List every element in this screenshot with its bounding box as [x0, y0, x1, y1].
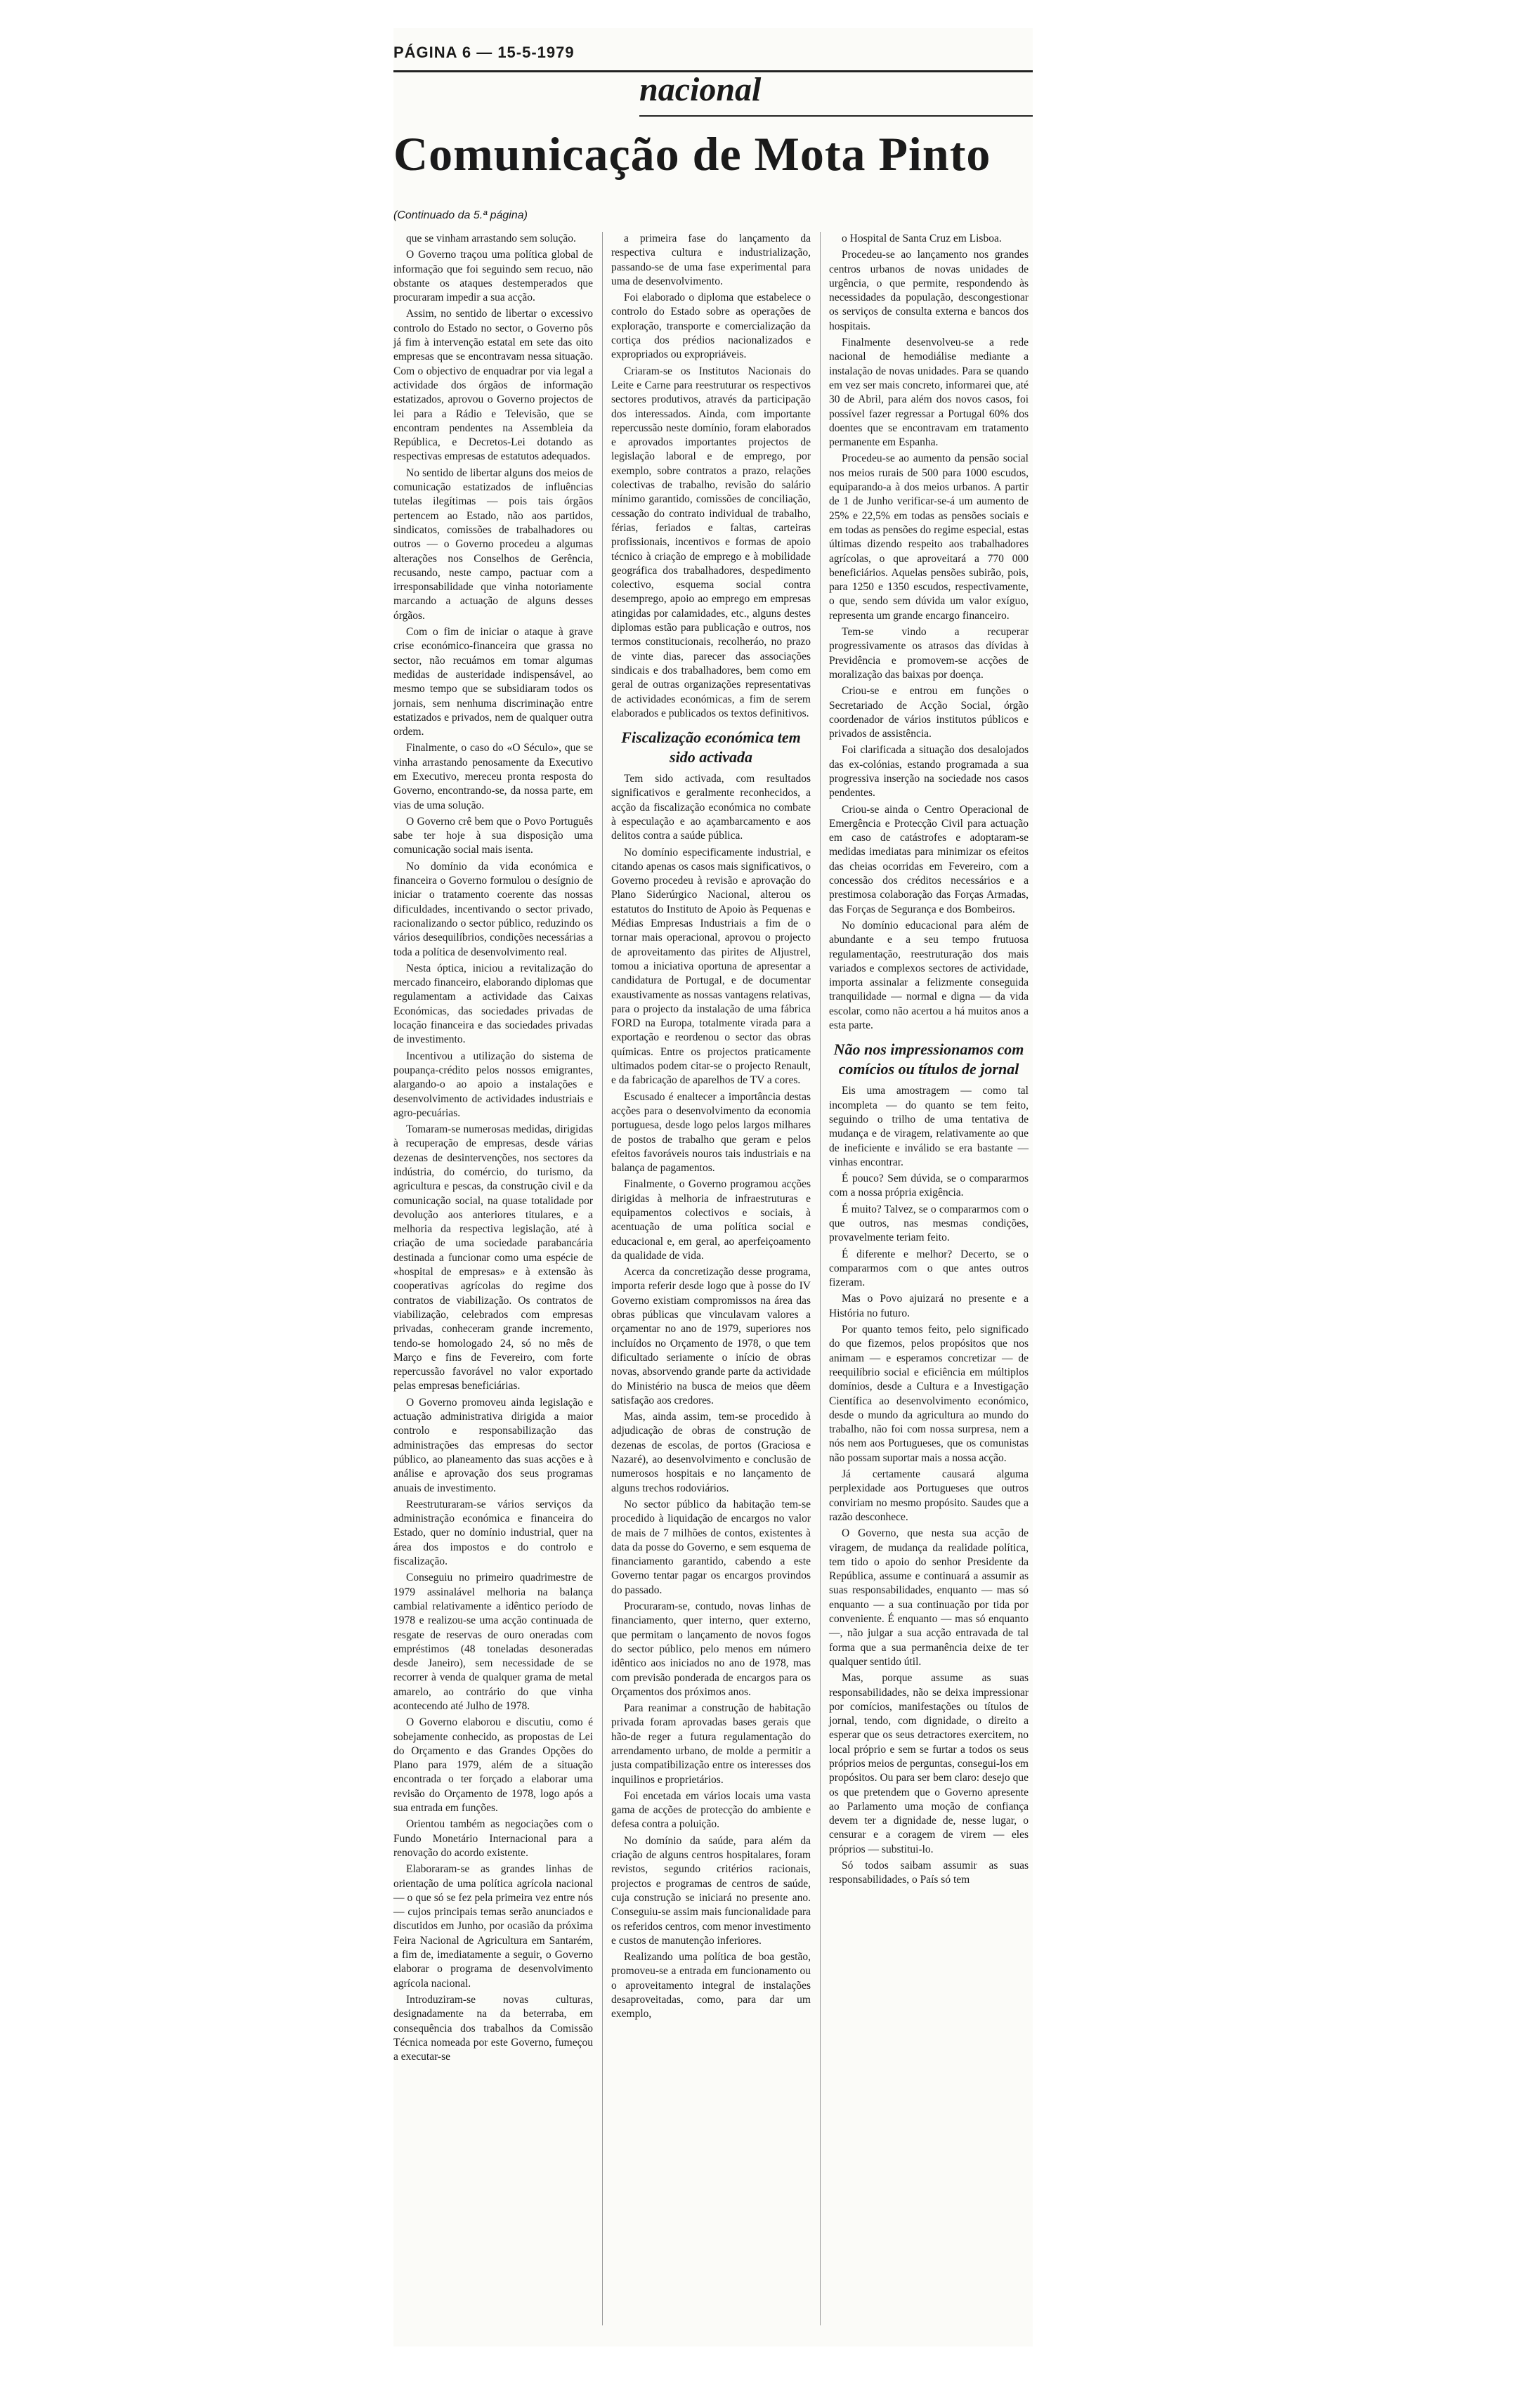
- paragraph: O Governo crê bem que o Povo Português sabe ter hoje à sua disposição uma comunicação social mais isenta.: [393, 815, 593, 856]
- paragraph: Finalmente desenvolveu-se a rede nacional de hemodiálise mediante a instalação de novas unidades. Para se quando em vez ser mais concreto, informarei que, até 30 de Abril, para além dos novos casos, foi possível fazer regressar a Portugal 60% dos doentes que se encontravam em tratamento permanente em Espanha.: [829, 337, 1029, 449]
- paragraph: Por quanto temos feito, pelo significado do que fizemos, pelos propósitos que nos animam — e esperamos concretizar — de reequilíbrio social e eficiência em múltiplos domínios, desde a Cultura e a Investigação Científica ao desenvolvimento económico, desde o mundo da agricultura ao mundo do trabalho, não foi com nossa surpresa, nem a nós nem aos Portugueses, que os comunistas não possam suportar mais a nossa acção.: [829, 1324, 1029, 1464]
- paragraph: Para reanimar a construção de habitação privada foram aprovadas bases gerais que hão-de reger a futura regulamentação do arrendamento urbano, de molde a permitir a justa compatibilização entre os interesses dos inquilinos e proprietários.: [611, 1702, 811, 1786]
- paragraph: Tomaram-se numerosas medidas, dirigidas à recuperação de empresas, desde várias dezenas de desintervenções, nos sectores da indústria, do comércio, do turismo, da agricultura e pescas, da construção civil e da comunicação social, na quase totalidade por devolução aos anteriores titulares, e a melhoria da respectiva legislação, até à criação de uma sociedade parabancária destinada a funcionar como uma espécie de «hospital de empresas» e à extensão às cooperativas agrícolas do regime dos contratos de viabilização. Os contratos de viabilização, celebrados com empresas privadas, conheceram grande incremento, tendo-se homologado 24, só no mês de Março e fins de Fevereiro, com forte repercussão favorável no valor exportado pelas empresas beneficiárias.: [393, 1123, 593, 1392]
- paragraph: Foi clarificada a situação dos desalojados das ex-colónias, estando programada a sua progressiva inserção na sociedade nos casos pendentes.: [829, 744, 1029, 799]
- paragraph: que se vinham arrastando sem solução.: [406, 233, 576, 244]
- continuation-note: (Continuado da 5.ª página): [393, 209, 528, 221]
- paragraph: Realizando uma política de boa gestão, promoveu-se a entrada em funcionamento ou o aproveitamento integral de instalações desaproveitadas, como, para dar um exemplo,: [611, 1951, 811, 2020]
- paragraph: O Governo, que nesta sua acção de viragem, de mudança da realidade política, tem tido o apoio do senhor Presidente da República, assume e continuará a assumir as suas responsabilidades, enquanto — mas só enquanto — a sua continuação por tida por conveniente. É enquanto — mas só enquanto —, não julgar a sua acção entravada de tal forma que a sua permanência deixe de ter qualquer sentido útil.: [829, 1527, 1029, 1668]
- paragraph: a primeira fase do lançamento da respectiva cultura e industrialização, passando-se de uma fase experimental para uma de desenvolvimento.: [611, 233, 811, 287]
- paragraph: O Governo promoveu ainda legislação e actuação administrativa dirigida a maior controlo e responsabilização das administrações das empresas do sector público, ao planeamento das suas acções e à análise e aprovação dos seus programas anuais de investimento.: [393, 1396, 593, 1494]
- paragraph: o Hospital de Santa Cruz em Lisboa.: [842, 233, 1002, 244]
- paragraph: Foi elaborado o diploma que estabelece o controlo do Estado sobre as operações de exploração, transporte e comercialização da cortiça dos prédios nacionalizados e expropriados ou expropriáveis.: [611, 292, 811, 361]
- subheading: Não nos impressionamos com comícios ou títulos de jornal: [833, 1040, 1024, 1078]
- article-column-3: [829, 232, 1029, 1890]
- article-column-1: [393, 232, 593, 2066]
- newspaper-page: [393, 28, 1033, 2346]
- paragraph: Só todos saibam assumir as suas responsabilidades, o País só tem: [829, 1860, 1029, 1886]
- paragraph: Com o fim de iniciar o ataque à grave crise económico-financeira que grassa no sector, não recuámos em tomar algumas medidas de austeridade indispensável, ao mesmo tempo que se subsidiaram todos os jornais, sem nenhuma discriminação entre estatizados e privados, nem de qualquer outra ordem.: [393, 626, 593, 738]
- paragraph: No domínio da vida económica e financeira o Governo formulou o desígnio de iniciar o tratamento coerente das nossas dificuldades, incentivando o sector privado, racionalizando o sector público, reduzindo os vários desequilíbrios, condições necessárias a toda a política de desenvolvimento real.: [393, 860, 593, 958]
- paragraph: Criou-se e entrou em funções o Secretariado de Acção Social, órgão coordenador de vários institutos públicos e privados de assistência.: [829, 685, 1029, 740]
- paragraph: Assim, no sentido de libertar o excessivo controlo do Estado no sector, o Governo pôs já fim à intervenção estatal em sete das oito empresas que se encontravam nessa situação. Com o objectivo de enquadrar por via legal a actividade dos órgãos de informação estatizados, aprovou o Governo projectos de lei para a Rádio e Televisão, que se encontram pendentes na Assembleia da República, e Decretos-Lei dotando as respectivas empresas de estatutos adequados.: [393, 308, 593, 463]
- paragraph: É pouco? Sem dúvida, se o compararmos com a nossa própria exigência.: [829, 1173, 1029, 1199]
- column-divider: [602, 232, 603, 2325]
- paragraph: É muito? Talvez, se o compararmos com o que outros, nas mesmas condições, provavelmente teriam feito.: [829, 1203, 1029, 1244]
- paragraph: Orientou também as negociações com o Fundo Monetário Internacional para a renovação do acordo existente.: [393, 1818, 593, 1859]
- paragraph: Nesta óptica, iniciou a revitalização do mercado financeiro, elaborando diplomas que regulamentam a actividade das Caixas Económicas, das sociedades privadas de locação financeira e das sociedades privadas de investimento.: [393, 962, 593, 1046]
- paragraph: No sector público da habitação tem-se procedido à liquidação de encargos no valor de mais de 7 milhões de contos, existentes à data da posse do Governo, e sem esquema de financiamento garantido, cabendo a este Governo tentar pagar os encargos provindos do passado.: [611, 1498, 811, 1596]
- paragraph: No domínio educacional para além de abundante e a seu tempo frutuosa regulamentação, reestruturação dos mais variados e complexos sectores de actividade, importa assinalar a felizmente conseguida tranquilidade — normal e digna — da vida escolar, como não acertou a há muitos anos a esta parte.: [829, 919, 1029, 1032]
- paragraph: Introduziram-se novas culturas, designadamente na da beterraba, em consequência dos trabalhos da Comissão Técnica nomeada por este Governo, fumeçou a executar-se: [393, 1993, 593, 2063]
- paragraph: Criaram-se os Institutos Nacionais do Leite e Carne para reestruturar os respectivos sectores produtivos, através da participação dos interessados. Ainda, com importante repercussão neste domínio, foram elaborados e aprovados importantes projectos de legislação laboral e de emprego, por exemplo, sobre contratos a prazo, relações colectivas de trabalho, revisão do salário mínimo garantido, comissões de conciliação, cessação do contrato individual de trabalho, férias, feriados e faltas, carteiras profissionais, incentivos e formas de apoio técnico à criação de emprego e à mobilidade geográfica dos trabalhadores, despedimento colectivo, esquema social contra desemprego, apoio ao emprego em empresas atingidas por calamidades, etc., alguns destes diplomas estão para publicação e outros, nos termos constitucionais, recolheráo, no prazo de vinte dias, parecer das associações sindicais e dos trabalhadores, bem como em geral de outras organizações representativas de actividades económicas, a fim de serem elaborados e publicados os textos definitivos.: [611, 365, 811, 719]
- paragraph: É diferente e melhor? Decerto, se o compararmos com o que antes outros fizeram.: [829, 1248, 1029, 1289]
- paragraph: Procedeu-se ao lançamento nos grandes centros urbanos de novas unidades de urgência, o que permite, respondendo às necessidades da população, descongestionar os serviços de consulta externa e bancos dos hospitais.: [829, 249, 1029, 332]
- paragraph: Finalmente, o caso do «O Século», que se vinha arrastando penosamente da Executivo em Executivo, mereceu pronta resposta do Governo, encontrando-se, da nossa parte, em vias de uma solução.: [393, 742, 593, 811]
- article-column-2: [611, 232, 811, 2024]
- paragraph: Tem-se vindo a recuperar progressivamente os atrasos das dívidas à Previdência e promovem-se acções de moralização das baixas por doença.: [829, 626, 1029, 681]
- paragraph: Tem sido activada, com resultados significativos e geralmente reconhecidos, a acção da fiscalização económica no combate à especulação e ao açambarcamento e aos delitos contra a saúde pública.: [611, 773, 811, 842]
- paragraph: O Governo elaborou e discutiu, como é sobejamente conhecido, as propostas de Lei do Orçamento e das Grandes Opções do Plano para 1979, além de a situação encontrada o ter forçado a elaborar uma revisão do Orçamento de 1978, logo após a sua entrada em funções.: [393, 1716, 593, 1815]
- paragraph: Foi encetada em vários locais uma vasta gama de acções de protecção do ambiente e defesa contra a poluição.: [611, 1789, 811, 1831]
- paragraph: Finalmente, o Governo programou acções dirigidas à melhoria de infraestruturas e equipamentos colectivos e sociais, à acentuação de uma política social e educacional e, em geral, ao aperfeiçoamento da qualidade de vida.: [611, 1178, 811, 1262]
- section-title: nacional: [639, 70, 1033, 117]
- column-divider: [820, 232, 821, 2325]
- paragraph: Mas, porque assume as suas responsabilidades, não se deixa impressionar por comícios, manifestações ou títulos de jornal, tendo, com dignidade, o direito a esperar que os seus detractores exercitem, no local próprio e sem se furtar a todos os seus próprios meios de perguntas, consegui-los em propósitos. Ou para ser bem claro: desejo que os que pretendem que o Governo apresente ao Parlamento uma moção de confiança devem ter a dignidade de, nesse lugar, o censurar e a coragem de virem — eles próprios — substitui-lo.: [829, 1672, 1029, 1855]
- paragraph: Procedeu-se ao aumento da pensão social nos meios rurais de 500 para 1000 escudos, equiparando-a à dos meios urbanos. A partir de 1 de Junho verificar-se-á um aumento de 25% e 22,5% em todas as pensões sociais e em todas as pensões do regime especial, estas últimas dizendo respeito aos trabalhadores agrícolas, o que aproveitará a 770 000 beneficiários. Aquelas pensões subirão, pois, para 1250 e 1350 escudos, respectivamente, o que, sendo sem dúvida um valor exíguo, representa um grande encargo financeiro.: [829, 452, 1029, 622]
- paragraph: No domínio especificamente industrial, e citando apenas os casos mais significativos, o Governo procedeu à revisão e aprovação do Plano Siderúrgico Nacional, alterou os estatutos do Instituto de Apoio às Pequenas e Médias Empresas Industriais a fim de o tornar mais operacional, aprovou o projecto de aproveitamento das pirites de Aljustrel, tomou a iniciativa oportuna de apresentar a candidatura de Portugal, e de documentar exaustivamente as nossas vantagens relativas, para o projecto da instalação de uma fábrica FORD na Europa, totalmente virada para a exportação e reordenou o sector das obras químicas. Entre os projectos praticamente ultimados podem citar-se o projecto Renault, e da fabricação de aparelhos de TV a cores.: [611, 846, 811, 1087]
- paragraph: Eis uma amostragem — como tal incompleta — do quanto se tem feito, seguindo o trilho de uma tentativa de mudança e de viragem, relativamente ao que de ineficiente e inválido se era bastante — vinhas encontrar.: [829, 1085, 1029, 1168]
- paragraph: Procuraram-se, contudo, novas linhas de financiamento, quer interno, quer externo, que permitam o lançamento de novos fogos do sector público, pelo menos em número idêntico aos iniciados no ano de 1978, mas com previsão ponderada de encargos para os Orçamentos dos próximos anos.: [611, 1600, 811, 1698]
- paragraph: No domínio da saúde, para além da criação de alguns centros hospitalares, foram revistos, segundo critérios racionais, projectos e programas de centros de saúde, cuja construção se iniciará no presente ano. Conseguiu-se assim mais funcionalidade para os referidos centros, com menor investimento e custos de manutenção inferiores.: [611, 1834, 811, 1947]
- paragraph: Incentivou a utilização do sistema de poupança-crédito pelos nossos emigrantes, alargando-o ao apoio a instalações e desenvolvimento de actividades industriais e agro-pecuárias.: [393, 1050, 593, 1119]
- paragraph: Criou-se ainda o Centro Operacional de Emergência e Protecção Civil para actuação em caso de catástrofes e adoptaram-se medidas imediatas para minimizar os efeitos das cheias ocorridas em Fevereiro, com a concessão dos créditos necessários e a prestimosa colaboração das Forças Armadas, das Forças de Segurança e dos Bombeiros.: [829, 803, 1029, 915]
- article-headline: Comunicação de Mota Pinto: [393, 127, 991, 181]
- paragraph: Elaboraram-se as grandes linhas de orientação de uma política agrícola nacional — o que só se fez pela primeira vez entre nós — cujos principais temas serão anunciados e discutidos em Junho, por ocasião da próxima Feira Nacional de Agricultura em Santarém, a fim de, imediatamente a seguir, o Governo elaborar o programa de desenvolvimento agrícola nacional.: [393, 1863, 593, 1990]
- paragraph: Reestruturaram-se vários serviços da administração económica e financeira do Estado, quer no domínio industrial, quer na área dos impostos e do controlo e fiscalização.: [393, 1498, 593, 1568]
- paragraph: Já certamente causará alguma perplexidade aos Portugueses que outros conviriam no mesmo propósito. Saudes que a razão desconhece.: [829, 1468, 1029, 1523]
- masthead: [393, 42, 1033, 72]
- paragraph: Escusado é enaltecer a importância destas acções para o desenvolvimento da economia portuguesa, desde logo pelos largos milhares de postos de trabalho que geram e pelos efeitos favoráveis nouros tais industriais e na balança de pagamentos.: [611, 1090, 811, 1175]
- paragraph: Acerca da concretização desse programa, importa referir desde logo que à posse do IV Governo existiam compromissos na área das obras públicas que vinculavam valores a orçamentar no ano de 1979, superiores nos incluídos no Orçamento de 1978, o que tem dificultado seriamente o início de obras novas, absorvendo grande parte da actividade do Ministério na busca de meios que dêem satisfação aos credores.: [611, 1266, 811, 1406]
- page-number-date: PÁGINA 6 — 15-5-1979: [393, 44, 575, 61]
- paragraph: O Governo traçou uma política global de informação que foi seguindo sem recuo, não obstante os ataques destemperados que procuraram impedir a sua acção.: [393, 249, 593, 304]
- subheading: Fiscalização económica tem sido activada: [621, 729, 801, 766]
- paragraph: Mas, ainda assim, tem-se procedido à adjudicação de obras de construção de dezenas de escolas, de portos (Graciosa e Nazaré), ao desenvolvimento e conclusão de numerosos hospitais e no lançamento de alguns trechos rodoviários.: [611, 1411, 811, 1494]
- paragraph: No sentido de libertar alguns dos meios de comunicação estatizados de influências tutelas ilegítimas — pois tais órgãos pertencem ao Estado, não aos partidos, sindicatos, comissões de trabalhadores ou outros — o Governo procedeu a algumas alterações nos Conselhos de Gerência, recusando, neste campo, pactuar com a irresponsabilidade que vinha notoriamente marcando a actuação de alguns desses órgãos.: [393, 466, 593, 622]
- paragraph: Mas o Povo ajuizará no presente e a História no futuro.: [829, 1293, 1029, 1319]
- paragraph: Conseguiu no primeiro quadrimestre de 1979 assinalável melhoria na balança cambial relativamente a idêntico período de 1978 e realizou-se uma acção continuada de resgate de reservas de ouro oneradas com empréstimos (48 toneladas desoneradas desde Janeiro), sem necessidade de se recorrer à venda de qualquer grama de metal amarelo, ao contrário do que vinha acontecendo até Julho de 1978.: [393, 1572, 593, 1712]
